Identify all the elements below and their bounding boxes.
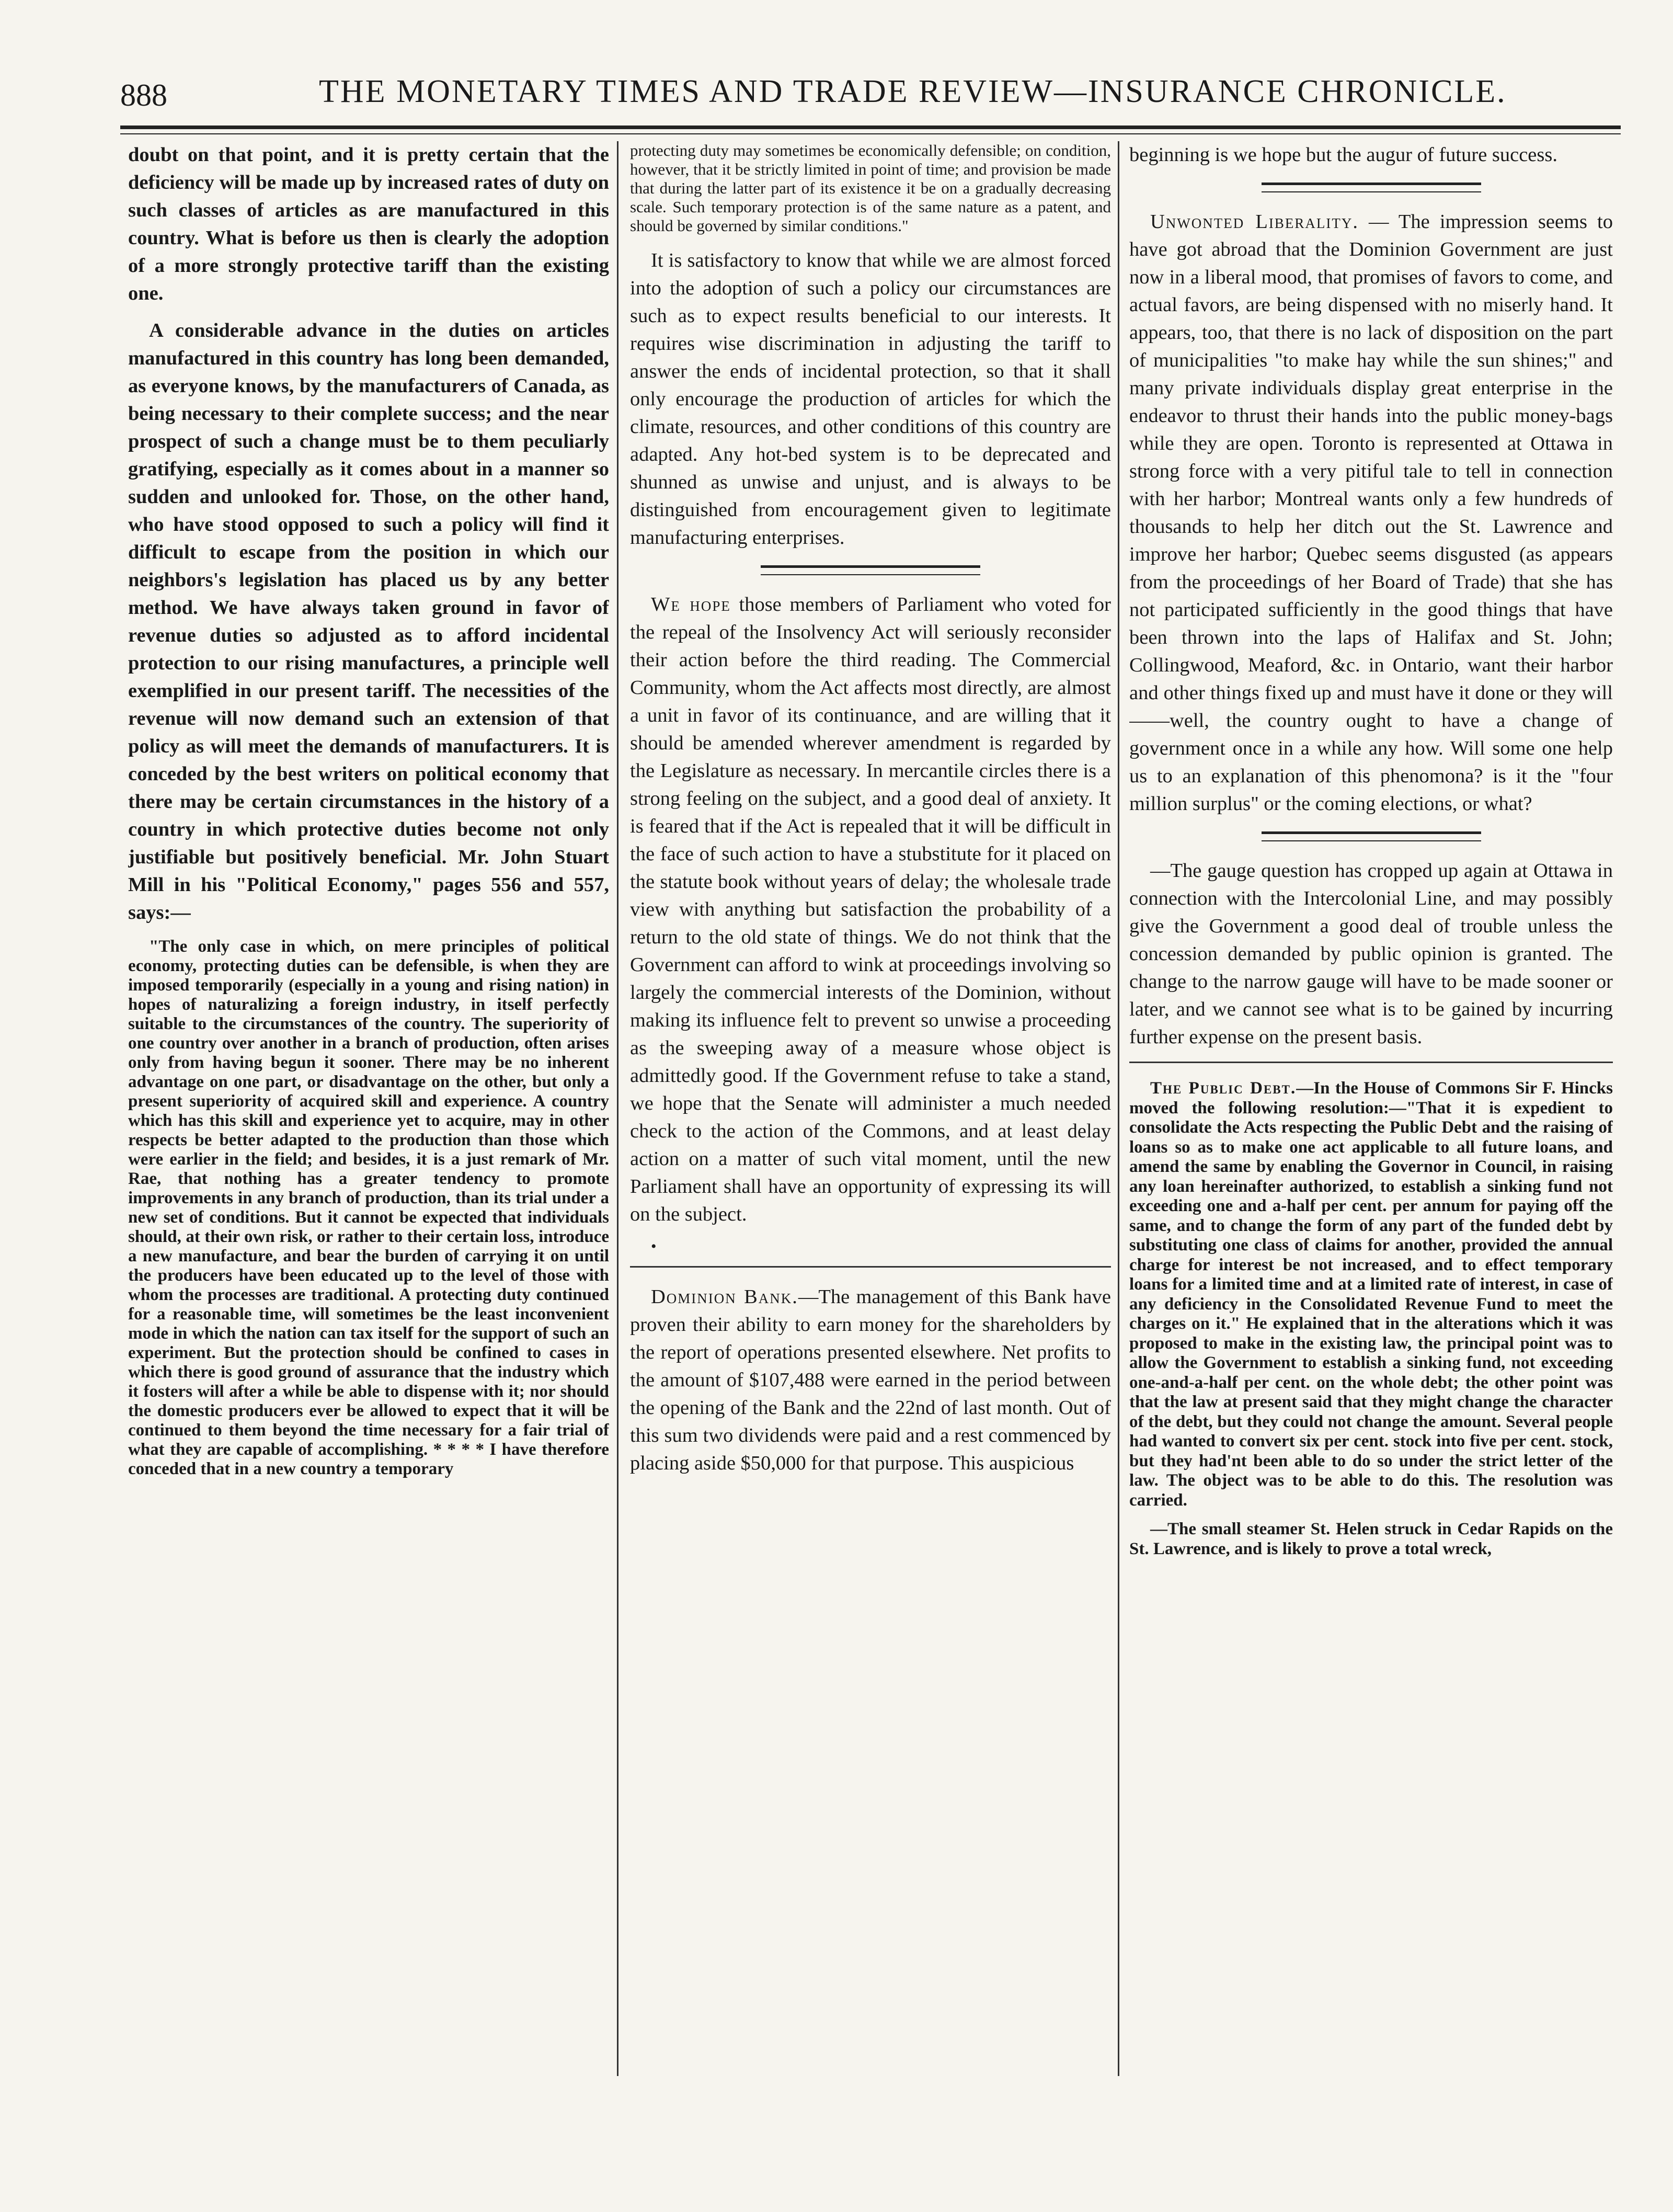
item-lead: Dominion Bank.	[651, 1286, 798, 1308]
unwonted-liberality-item	[1129, 208, 1613, 818]
section-separator	[761, 565, 980, 575]
mill-quotation-continued: protecting duty may sometimes be economically defensible; on condition, however, that it be strictly limited in point of time; and provision be made that during the latter part of its existence it be on a gradually decreasing scale. Such temporary protection is of the same nature as a patent, and should be governed by similar conditions."	[630, 141, 1111, 235]
insolvency-act-item	[630, 591, 1111, 1228]
header-rule-thick	[120, 126, 1621, 129]
section-separator	[1262, 183, 1481, 192]
item-lead: The Public Debt.	[1150, 1079, 1297, 1098]
section-separator	[630, 1266, 1111, 1268]
item-body: — The impression seems to have got abroad that the Dominion Government are just now in a liberal mood, that promises of favors to come, and actual favors, are being dispensed with no miserly hand. It appears, too, that there is no lack of disposition on the part of municipalities "to make hay while the sun shines;" and many private individuals display great enterprise in the endeavor to thrust their hands into the public money-bags while they are open. Toronto is represented at Ottawa in strong force with a very pitiful tale to tell in connection with her harbor; Montreal wants only a few hundreds of thousands to help her ditch out the St. Lawrence and improve her harbor; Quebec seems disgusted (as appears from the proceedings of her Board of Trade) that she has not participated sufficiently in the good things that have been thrown into the laps of Halifax and St. John; Collingwood, Meaford, &c. in Ontario, want their harbor and other things fixed up and must have it done or they will——well, the country ought to have a change of government once in a while any how. Will some one help us to an explanation of this phenomona? is it the "four million surplus" or the coming elections, or what?	[1129, 211, 1613, 815]
column-1	[128, 141, 609, 2118]
page-number: 888	[120, 78, 167, 112]
bullet-dot: •	[651, 1238, 657, 1255]
item-body: —The management of this Bank have proven their ability to earn money for the shareholders by the report of operations presented elsewhere. Net profits to the amount of $107,488 were earned in the period between the opening of the Bank and the 22nd of last month. Out of this sum two dividends were paid and a rest commenced by placing aside $50,000 for that purpose. This auspicious	[630, 1286, 1111, 1474]
section-separator	[1262, 831, 1481, 841]
mill-quotation: "The only case in which, on mere principles of political economy, protecting duties can be defensible, is when they are imposed temporarily (especially in a young and rising nation) in hopes of naturalizing a foreign industry, in itself perfectly suitable to the circumstances of the country. The superiority of one country over another in a branch of production, often arises only from having begun it sooner. There may be no inherent advantage on one part, or disadvantage on the other, but only a present superiority of acquired skill and experience. A country which has this skill and experience yet to acquire, may in other respects be better adapted to the production than those which were earlier in the field; and besides, it is a just remark of Mr. Rae, that nothing has a greater tendency to promote improvements in any branch of production, than its trial under a new set of conditions. But it cannot be expected that individuals should, at their own risk, or rather to their certain loss, introduce a new manufacture, and bear the burden of carrying it on until the producers have been educated up to the level of those with whom the processes are traditional. A protecting duty continued for a reasonable time, will sometimes be the least inconvenient mode in which the nation can tax itself for the support of such an experiment. But the protection should be confined to cases in which there is good ground of assurance that the industry which it fosters will after a while be able to dispense with it; nor should the domestic producers ever be allowed to expect that it will be continued to them beyond the time necessary for a fair trial of what they are capable of accomplishing. * * * * I have therefore conceded that in a new country a temporary	[128, 937, 609, 1478]
item-lead: We hope	[651, 594, 731, 615]
column-2	[630, 141, 1111, 2118]
gauge-question-item: —The gauge question has cropped up again at Ottawa in connection with the Intercolonial Line, and may possibly give the Government a good deal of trouble unless the concession demanded by public opinion is granted. The change to the narrow gauge will have to be made sooner or later, and we cannot see what is to be gained by incurring further expense on the present basis.	[1129, 860, 1613, 1048]
item-lead: Unwonted Liberality.	[1150, 211, 1359, 233]
masthead-title: THE MONETARY TIMES AND TRADE REVIEW—INSURANCE CHRONICLE.	[319, 74, 1507, 109]
public-debt-item	[1129, 1079, 1613, 1510]
article-paragraph: A considerable advance in the duties on articles manufactured in this country has long been demanded, as everyone knows, by the manufacturers of Canada, as being necessary to their complete success; and the near prospect of such a change must be to them peculiarly gratifying, especially as it comes about in a manner so sudden and unlooked for. Those, on the other hand, who have stood opposed to such a policy will find it difficult to escape from the position in which our neighbors's legislation has placed us by any better method. We have always taken ground in favor of revenue duties so adjusted as to afford incidental protection to our rising manufactures, a principle well exemplified in our present tariff. The necessities of the revenue will now demand such an extension of that policy as will meet the demands of manufacturers. It is conceded by the best writers on political economy that there may be certain circumstances in the history of a country in which protective duties become not only justifiable but positively beneficial. Mr. John Stuart Mill in his "Political Economy," pages 556 and 557, says:—	[128, 320, 609, 923]
section-separator	[1129, 1062, 1613, 1063]
page-header	[120, 73, 1615, 131]
steamer-item: —The small steamer St. Helen struck in Cedar Rapids on the St. Lawrence, and is likely to prove a total wreck,	[1129, 1520, 1613, 1558]
item-body: those members of Parliament who voted for the repeal of the Insolvency Act will seriously reconsider their action before the third reading. The Commercial Community, whom the Act affects most directly, are almost a unit in favor of its continuance, and are willing that it should be amended wherever amendment is regarded by the Legislature as necessary. In mercantile circles there is a strong feeling on the subject, and a good deal of anxiety. It is feared that if the Act is repealed that it will be difficult in the face of such action to have a stubstitute for it placed on the statute book without years of delay; the wholesale trade view with anything but satisfaction the probability of a return to the old state of things. We do not think that the Government can afford to wink at proceedings involving so largely the commercial interests of the Dominion, without making its influence felt to prevent so unwise a proceeding as the sweeping away of a measure whose object is admittedly good. If the Government refuse to take a stand, we hope that the Senate will administer a much needed check to the action of the Commons, and at least delay action on a matter of such vital moment, until the new Parliament shall have an opportunity of expressing its will on the subject.	[630, 594, 1111, 1225]
article-paragraph: beginning is we hope but the augur of future success.	[1129, 144, 1557, 166]
article-paragraph: doubt on that point, and it is pretty certain that the deficiency will be made up by increased rates of duty on such classes of articles as are manufactured in this country. What is before us then is clearly the adoption of a more strongly protective tariff than the existing one.	[128, 144, 609, 304]
item-body: —In the House of Commons Sir F. Hincks moved the following resolution:—"That it is expedient to consolidate the Acts respecting the Public Debt and the raising of loans so as to make one act applicable to all future loans, and amend the same by enabling the Governor in Council, in raising any loan hereinafter authorized, to establish a sinking fund not exceeding one and a-half per cent. per annum for paying off the same, and to change the form of any part of the funded debt by substituting one class of claims for another, provided the annual charge for interest be not increased, and to effect temporary loans for a limited time and at a limited rate of interest, in case of any deficiency in the Consolidated Revenue Fund to meet the charges on it." He explained that in the alterations which it was proposed to make in the existing law, the principal point was to allow the Government to establish a sinking fund, not exceeding one-and-a-half per cent. on the whole debt; the other point was that the law at present said that they might change the character of the debt, but they could not change the amount. Several people had wanted to convert six per cent. stock into five per cent. stock, but they had'nt been able to do so under the strict letter of the law. The object was to be able to do this. The resolution was carried.	[1129, 1079, 1613, 1510]
header-rule-thin	[120, 133, 1621, 134]
article-paragraph: It is satisfactory to know that while we are almost forced into the adoption of such a policy our circumstances are such as to expect results beneficial to our interests. It requires wise discrimination in adjusting the tariff to answer the ends of incidental protection, so that it shall only encourage the production of articles for which the climate, resources, and other conditions of this country are adapted. Any hot-bed system is to be deprecated and shunned as unwise and unjust, and is always to be distinguished from encouragement given to legitimate manufacturing enterprises.	[630, 249, 1111, 549]
column-divider-1	[617, 141, 618, 2076]
dominion-bank-item	[630, 1283, 1111, 1477]
column-divider-2	[1118, 141, 1119, 2076]
column-3	[1129, 141, 1613, 2118]
